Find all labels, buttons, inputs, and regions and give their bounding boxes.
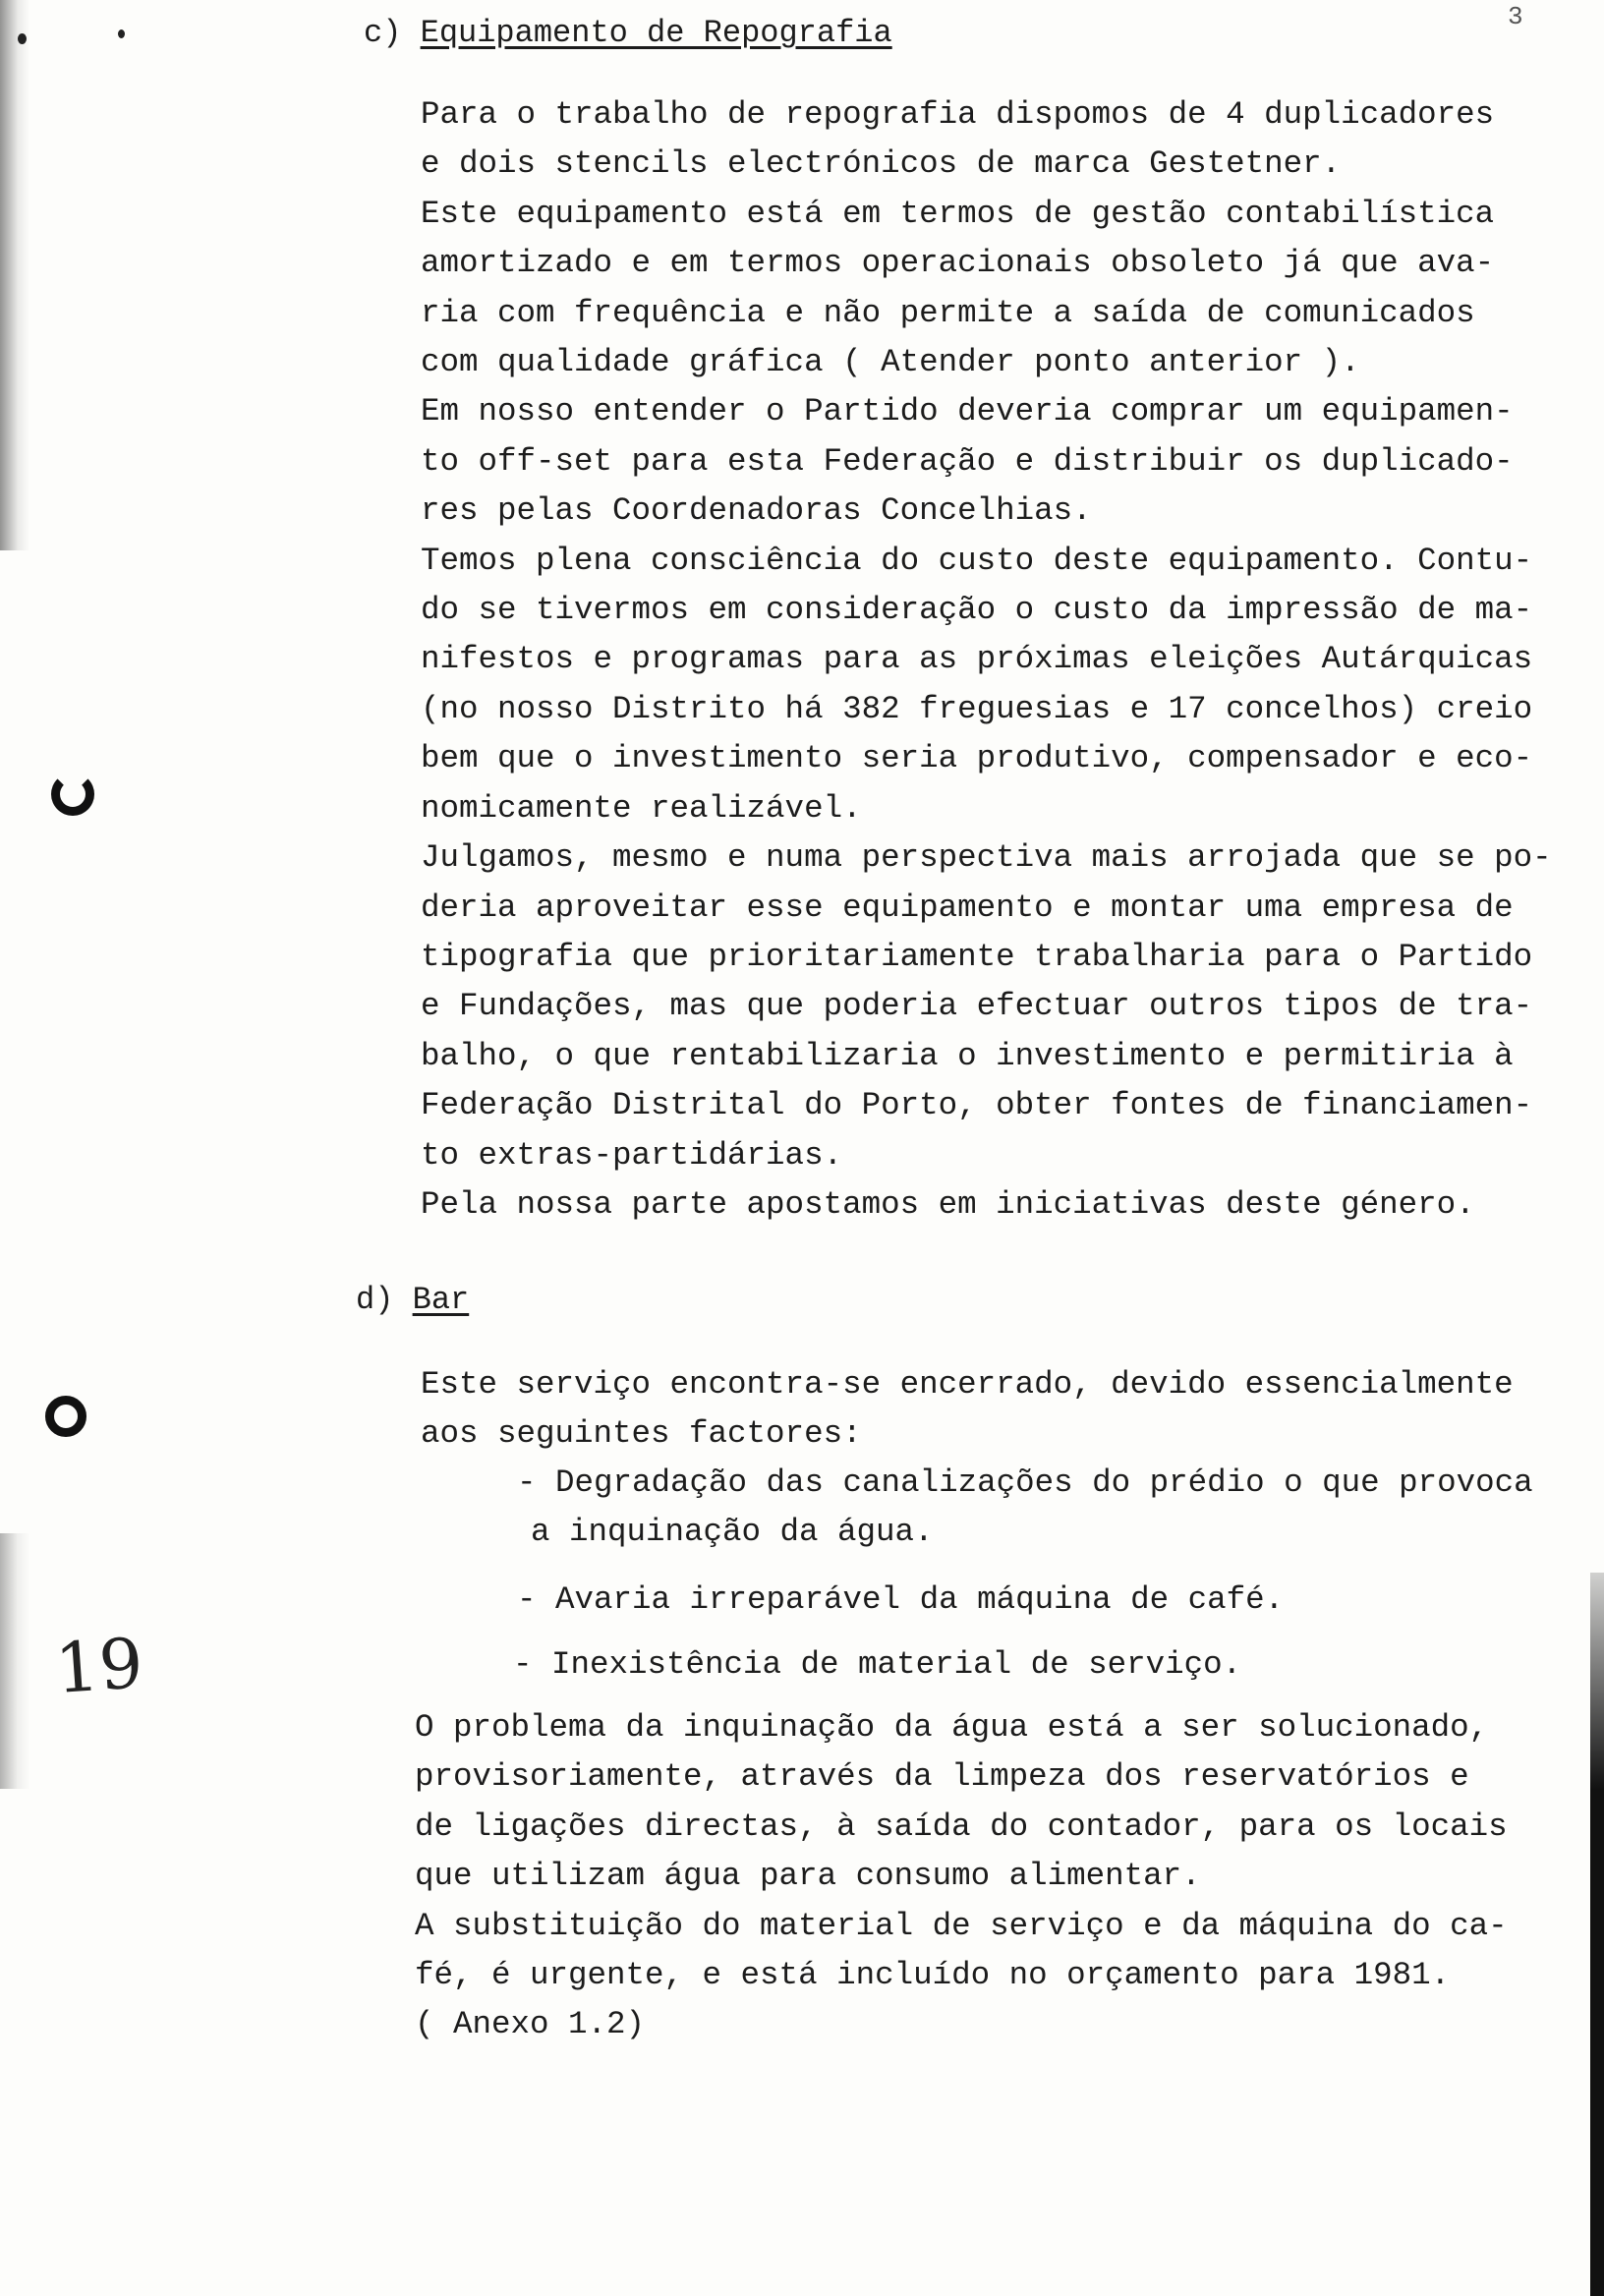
text-line: e Fundações, mas que poderia efectuar outros tipos de tra- — [421, 988, 1533, 1025]
text-line: ( Anexo 1.2) — [415, 2006, 646, 2043]
text-line: com qualidade gráfica ( Atender ponto anterior ). — [421, 344, 1360, 381]
text-line: nifestos e programas para as próximas eleições Autárquicas — [421, 641, 1533, 678]
section-d-intro — [421, 1360, 1514, 1460]
page-number: 3 — [1508, 2, 1523, 31]
section-c-heading — [364, 14, 892, 53]
text-line: O problema da inquinação da água está a ser solucionado, — [415, 1709, 1489, 1746]
text-line: que utilizam água para consumo alimentar. — [415, 1858, 1201, 1895]
bullet-item: - Avaria irreparável da máquina de café. — [517, 1581, 1285, 1618]
punch-hole-mark — [51, 773, 94, 816]
section-d-title: Bar — [412, 1282, 470, 1318]
text-line: bem que o investimento seria produtivo, compensador e eco- — [421, 740, 1533, 777]
section-c-title: Equipamento de Repografia — [420, 15, 892, 51]
scan-speck — [118, 29, 125, 38]
text-line: Para o trabalho de repografia dispomos de 4 duplicadores — [421, 96, 1495, 133]
text-line: to off-set para esta Federação e distribuir os duplicado- — [421, 442, 1514, 480]
text-line: do se tivermos em consideração o custo da impressão de ma- — [421, 592, 1533, 629]
text-line: aos seguintes factores: — [421, 1415, 862, 1453]
text-line: nomicamente realizável. — [421, 789, 862, 827]
text-line: deria aproveitar esse equipamento e montar uma empresa de — [421, 889, 1514, 926]
text-line: Este equipamento está em termos de gestão contabilística — [421, 195, 1495, 232]
text-line: provisoriamente, através da limpeza dos reservatórios e — [415, 1758, 1469, 1796]
text-line: Julgamos, mesmo e numa perspectiva mais arrojada que se po- — [421, 839, 1552, 877]
scan-shadow-left-lower — [0, 1533, 29, 1789]
handwritten-note: 19 — [52, 1623, 146, 1710]
punch-hole-mark — [45, 1396, 86, 1437]
text-line: Federação Distrital do Porto, obter fontes de financiamen- — [421, 1087, 1533, 1124]
text-line: fé, é urgente, e está incluído no orçamento para 1981. — [415, 1957, 1451, 1994]
text-line: Este serviço encontra-se encerrado, devido essencialmente — [421, 1366, 1514, 1403]
section-c-body — [421, 90, 1552, 1230]
text-line: A substituição do material de serviço e da máquina do ca- — [415, 1907, 1508, 1944]
section-d-closing — [415, 1703, 1508, 2050]
text-line: Em nosso entender o Partido deveria comprar um equipamen- — [421, 393, 1514, 430]
section-d-marker: d) — [356, 1282, 394, 1318]
bullet-item-continuation: a inquinação da água. — [531, 1514, 934, 1550]
text-line: Temos plena consciência do custo deste equipamento. Contu- — [421, 542, 1533, 579]
bullet-item: - Inexistência de material de serviço. — [513, 1646, 1242, 1683]
text-line: (no nosso Distrito há 382 freguesias e 17 concelhos) creio — [421, 690, 1533, 727]
text-line: Pela nossa parte apostamos em iniciativas deste género. — [421, 1185, 1475, 1223]
text-line: balho, o que rentabilizaria o investimento e permitiria à — [421, 1037, 1514, 1074]
section-c-marker: c) — [364, 15, 402, 51]
text-line: tipografia que prioritariamente trabalharia para o Partido — [421, 938, 1533, 975]
text-line: res pelas Coordenadoras Concelhias. — [421, 492, 1092, 530]
text-line: ria com frequência e não permite a saída de comunicados — [421, 294, 1475, 331]
text-line: to extras-partidárias. — [421, 1136, 843, 1174]
section-d-heading — [356, 1281, 469, 1320]
bullet-item: - Degradação das canalizações do prédio o que provoca — [517, 1464, 1533, 1501]
text-line: e dois stencils electrónicos de marca Gestetner. — [421, 145, 1342, 183]
text-line: amortizado e em termos operacionais obsoleto já que ava- — [421, 245, 1495, 282]
scan-shadow-right — [1590, 1573, 1604, 2296]
text-line: de ligações directas, à saída do contador, para os locais — [415, 1808, 1508, 1845]
